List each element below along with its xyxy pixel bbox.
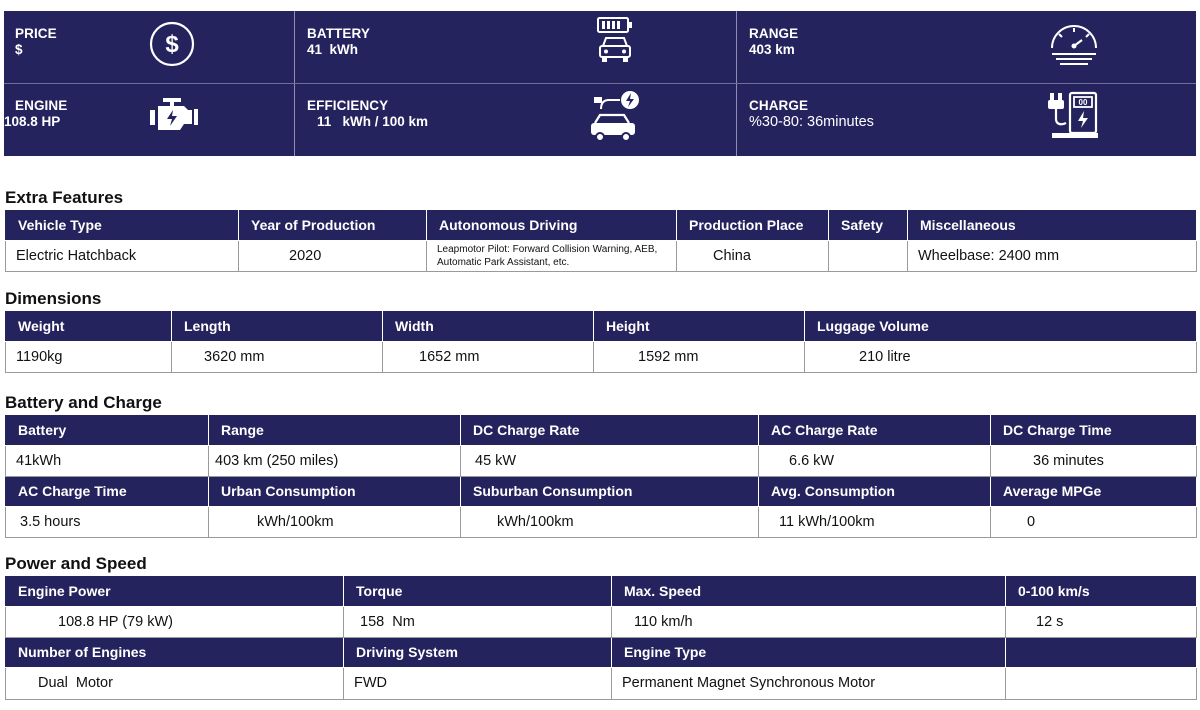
value-average-mpge: 0 xyxy=(991,506,1197,537)
value-autonomous-driving: Leapmotor Pilot: Forward Collision Warning, AEB, Automatic Park Assistant, etc. xyxy=(427,240,677,271)
section-title-dimensions: Dimensions xyxy=(5,289,102,308)
charge-label: CHARGE xyxy=(749,98,809,113)
engine-icon xyxy=(148,95,200,140)
header-suburban-consumption: Suburban Consumption xyxy=(461,476,759,506)
section-title-battery-charge: Battery and Charge xyxy=(5,393,162,412)
header-safety: Safety xyxy=(829,210,908,240)
value-vehicle-type: Electric Hatchback xyxy=(6,240,239,271)
value-ac-charge-time: 3.5 hours xyxy=(6,506,209,537)
value-luggage-volume: 210 litre xyxy=(805,341,1197,372)
svg-text:$: $ xyxy=(165,31,179,58)
header-ac-charge-rate: AC Charge Rate xyxy=(759,415,991,445)
header-production-place: Production Place xyxy=(677,210,829,240)
table-header-row xyxy=(6,637,1197,667)
extra-features-table xyxy=(5,210,1197,272)
table-header-row xyxy=(6,210,1197,240)
value-range: 403 km (250 miles) xyxy=(209,445,461,476)
battery-car-icon xyxy=(595,16,635,73)
table-row xyxy=(6,240,1197,271)
table-header-row xyxy=(6,576,1197,606)
efficiency-value: 11 kWh / 100 km xyxy=(317,114,429,129)
header-luggage-volume: Luggage Volume xyxy=(805,311,1197,341)
value-weight: 1190kg xyxy=(6,341,172,372)
dollar-circle-icon xyxy=(148,20,196,73)
value-suburban-consumption: kWh/100km xyxy=(461,506,759,537)
value-miscellaneous: Wheelbase: 2400 mm xyxy=(908,240,1197,271)
value-dc-charge-time: 36 minutes xyxy=(991,445,1197,476)
charge-value: %30-80: 36minutes xyxy=(749,114,874,130)
header-engine-type: Engine Type xyxy=(612,637,1006,667)
price-label: PRICE xyxy=(15,26,57,41)
value-torque: 158 Nm xyxy=(344,606,612,637)
value-ac-charge-rate: 6.6 kW xyxy=(759,445,991,476)
value-max-speed: 110 km/h xyxy=(612,606,1006,637)
header-dc-charge-time: DC Charge Time xyxy=(991,415,1197,445)
value-year-of-production: 2020 xyxy=(239,240,427,271)
header-height: Height xyxy=(594,311,805,341)
table-row xyxy=(6,445,1197,476)
speedometer-icon xyxy=(1048,18,1100,75)
value-0-100: 12 s xyxy=(1006,606,1197,637)
header-range: Range xyxy=(209,415,461,445)
svg-text:00: 00 xyxy=(1078,98,1088,107)
value-length: 3620 mm xyxy=(172,341,383,372)
header-dc-charge-rate: DC Charge Rate xyxy=(461,415,759,445)
value-width: 1652 mm xyxy=(383,341,594,372)
header-vehicle-type: Vehicle Type xyxy=(6,210,239,240)
battery-charge-table xyxy=(5,415,1197,538)
header-empty xyxy=(1006,637,1197,667)
table-header-row xyxy=(6,415,1197,445)
header-avg-consumption: Avg. Consumption xyxy=(759,476,991,506)
header-length: Length xyxy=(172,311,383,341)
header-year-of-production: Year of Production xyxy=(239,210,427,240)
battery-label: BATTERY xyxy=(307,26,370,41)
value-battery: 41kWh xyxy=(6,445,209,476)
dimensions-table xyxy=(5,311,1197,373)
header-max-speed: Max. Speed xyxy=(612,576,1006,606)
table-row xyxy=(6,606,1197,637)
header-number-of-engines: Number of Engines xyxy=(6,637,344,667)
price-value: $ xyxy=(15,42,23,57)
table-row xyxy=(6,667,1197,699)
table-row xyxy=(6,506,1197,537)
table-header-row xyxy=(6,311,1197,341)
header-ac-charge-time: AC Charge Time xyxy=(6,476,209,506)
value-height: 1592 mm xyxy=(594,341,805,372)
battery-value: 41 kWh xyxy=(307,42,359,57)
header-width: Width xyxy=(383,311,594,341)
header-miscellaneous: Miscellaneous xyxy=(908,210,1197,240)
value-dc-charge-rate: 45 kW xyxy=(461,445,759,476)
value-empty xyxy=(1006,667,1197,699)
range-value: 403 km xyxy=(749,42,795,57)
section-title-extra-features: Extra Features xyxy=(5,188,124,207)
range-label: RANGE xyxy=(749,26,799,41)
header-urban-consumption: Urban Consumption xyxy=(209,476,461,506)
header-autonomous-driving: Autonomous Driving xyxy=(427,210,677,240)
charging-station-icon xyxy=(1046,89,1100,146)
engine-label: ENGINE xyxy=(15,98,68,113)
value-engine-type: Permanent Magnet Synchronous Motor xyxy=(612,667,1006,699)
table-header-row xyxy=(6,476,1197,506)
value-number-of-engines: Dual Motor xyxy=(6,667,344,699)
engine-value: 108.8 HP xyxy=(4,114,61,129)
section-title-power-speed: Power and Speed xyxy=(5,554,147,573)
header-average-mpge: Average MPGe xyxy=(991,476,1197,506)
value-safety xyxy=(829,240,908,271)
table-row xyxy=(6,341,1197,372)
header-engine-power: Engine Power xyxy=(6,576,344,606)
header-battery: Battery xyxy=(6,415,209,445)
summary-banner xyxy=(4,11,1196,156)
header-torque: Torque xyxy=(344,576,612,606)
header-weight: Weight xyxy=(6,311,172,341)
divider xyxy=(4,83,1196,84)
header-0-100: 0-100 km/s xyxy=(1006,576,1197,606)
power-speed-table xyxy=(5,576,1197,700)
header-driving-system: Driving System xyxy=(344,637,612,667)
value-production-place: China xyxy=(677,240,829,271)
value-driving-system: FWD xyxy=(344,667,612,699)
value-engine-power: 108.8 HP (79 kW) xyxy=(6,606,344,637)
value-avg-consumption: 11 kWh/100km xyxy=(759,506,991,537)
ev-charging-car-icon xyxy=(587,89,643,152)
efficiency-label: EFFICIENCY xyxy=(307,98,389,113)
value-urban-consumption: kWh/100km xyxy=(209,506,461,537)
